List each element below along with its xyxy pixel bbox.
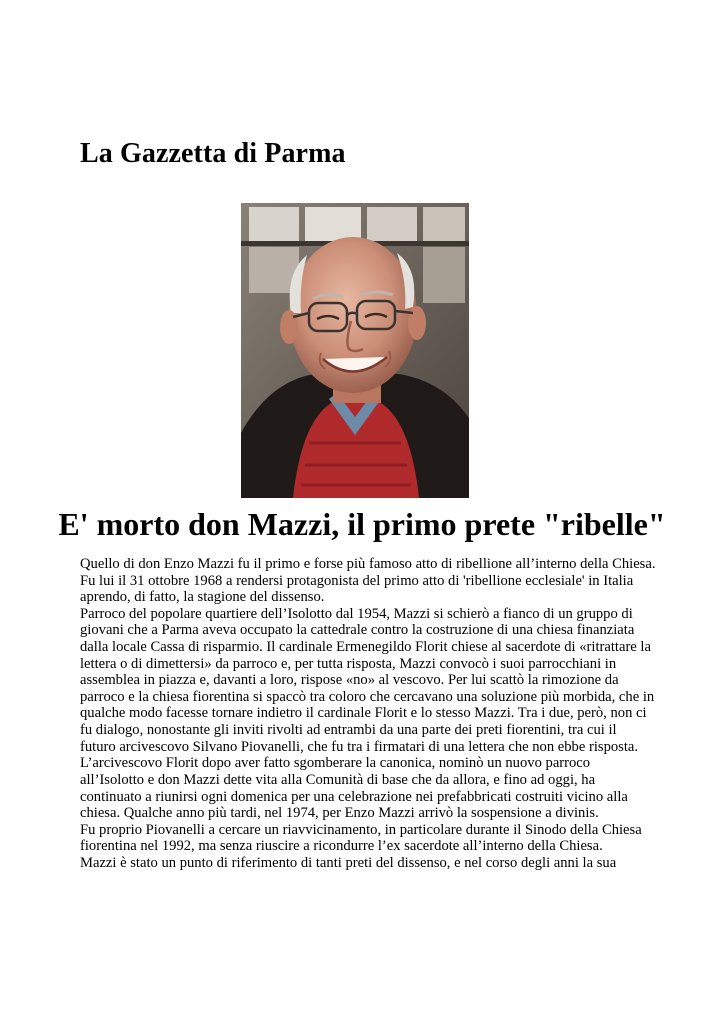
article-line: Quello di don Enzo Mazzi fu il primo e forse più famoso atto di ribellione all’interno della Chiesa. <box>80 556 656 572</box>
portrait-photo <box>241 203 469 498</box>
article-line: giovani che a Parma aveva occupato la cattedrale contro la costruzione di una chiesa finanziata <box>80 622 635 639</box>
article-line: fu dialogo, nonostante gli inviti rivolti ad entrambi da una parte dei preti fiorentini, tra cui il <box>80 722 617 739</box>
article-line: dalla locale Cassa di risparmio. Il cardinale Ermenegildo Florit chiese al sacerdote di «ritrattare la <box>80 639 651 656</box>
article-line: fiorentina nel 1992, ma senza riuscire a ricondurre l’ex sacerdote all’interno della Chiesa. <box>80 838 603 855</box>
article-line: assemblea in piazza e, davanti a loro, rispose «no» al vescovo. Per lui scattò la rimozione da <box>80 672 619 689</box>
article-line: lettera o di dimettersi» da parroco e, per tutta risposta, Mazzi convocò i suoi parrocchiani in <box>80 655 617 672</box>
article-line: aprendo, di fatto, la stagione del dissenso. <box>80 589 325 606</box>
portrait-illustration <box>241 203 469 498</box>
article-line: Mazzi è stato un punto di riferimento di tanti preti del dissenso, e nel corso degli anni la sua <box>80 854 617 871</box>
article-line: L’arcivescovo Florit dopo aver fatto sgomberare la canonica, nominò un nuovo parroco <box>80 755 591 772</box>
article-line: Parroco del popolare quartiere dell’Isolotto dal 1954, Mazzi si schierò a fianco di un gruppo di <box>80 605 633 622</box>
masthead-title: La Gazzetta di Parma <box>80 138 346 169</box>
article-line: Fu lui il 31 ottobre 1968 a rendersi protagonista del primo atto di 'ribellione ecclesiale' in Italia <box>80 572 634 589</box>
article-line: chiesa. Qualche anno più tardi, nel 1974, per Enzo Mazzi arrivò la sospensione a divinis. <box>80 805 599 822</box>
article-body <box>80 556 660 872</box>
article-line: parroco e la chiesa fiorentina si spaccò tra coloro che cercavano una soluzione più morbida, che in <box>80 688 655 705</box>
article-line: continuato a riunirsi ogni domenica per una celebrazione nei prefabbricati costruiti vicino alla <box>80 788 628 805</box>
article-line: qualche modo facesse tornare indietro il cardinale Florit e lo stesso Mazzi. Tra i due, però, non ci <box>80 705 647 722</box>
article-line: all’Isolotto e don Mazzi dette vita alla Comunità di base che da allora, e fino ad oggi, ha <box>80 771 596 788</box>
article-line: futuro arcivescovo Silvano Piovanelli, che fu tra i firmatari di una lettera che non ebbe risposta. <box>80 738 639 755</box>
article-line: Fu proprio Piovanelli a cercare un riavvicinamento, in particolare durante il Sinodo della Chiesa <box>80 821 642 838</box>
article-headline: E' morto don Mazzi, il primo prete "ribelle" <box>58 506 666 542</box>
